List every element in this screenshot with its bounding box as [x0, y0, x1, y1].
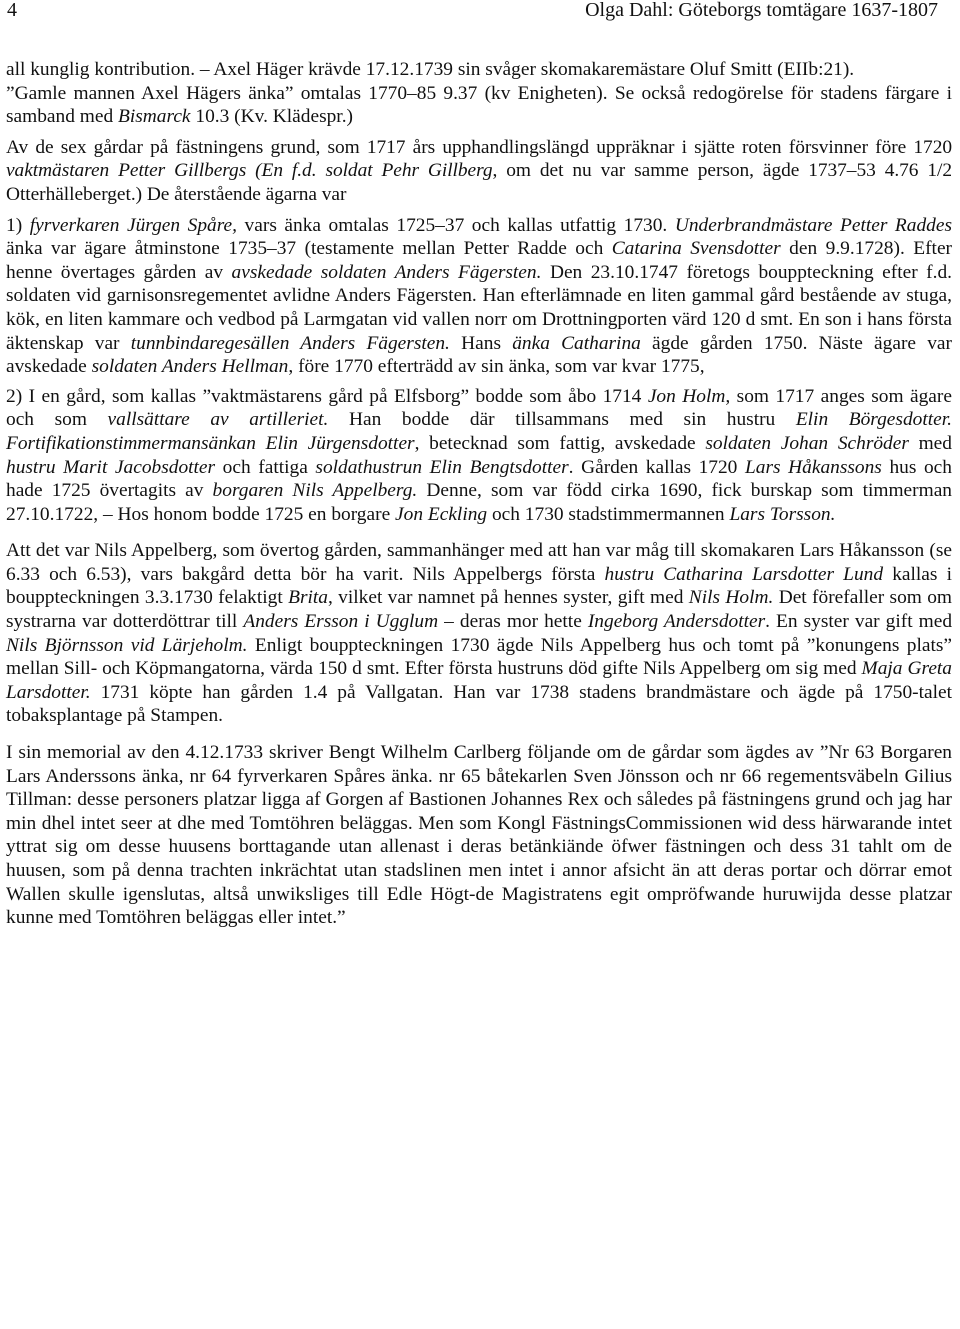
- text-run: , betecknad som fattig, avskedade: [414, 432, 706, 454]
- italic-text-run: Underbrandmästare Petter Raddes: [674, 214, 953, 236]
- italic-text-run: Lars Torsson.: [729, 503, 836, 525]
- text-run: kallas i bouppteckningen 3.3.1730 felaktigt: [6, 563, 952, 609]
- text-run: ”Gamle mannen Axel Hägers änka” omtalas 1770–85 9.37 (kv Enigheten). Se också redogörelse för stadens färgare i samband med: [6, 82, 952, 128]
- italic-text-run: Anders Ersson i Ugglum: [243, 611, 439, 633]
- text-run: all kunglig kontribution. – Axel Häger krävde 17.12.1739 sin svåger skomakaremästare Oluf Smitt (EIIb:21).: [6, 59, 855, 80]
- italic-text-run: Nils Björnsson vid Lärjeholm.: [6, 634, 248, 656]
- italic-text-run: Bismarck: [118, 106, 191, 128]
- italic-text-run: vallsättare av artilleriet.: [107, 409, 329, 431]
- text-run: 2) I en gård, som kallas ”vaktmästarens gård på Elfsborg” bodde som åbo 1714: [6, 385, 648, 407]
- page-header: [6, 0, 952, 25]
- italic-text-run: Jon Holm,: [647, 385, 731, 407]
- italic-text-run: borgaren Nils Appelberg.: [212, 480, 418, 502]
- italic-text-run: Nils Holm.: [688, 587, 774, 609]
- italic-text-run: Elin Börgesdotter.: [795, 409, 952, 431]
- text-run: 1731 köpte han gården 1.4 på Vallgatan. Han var 1738 stadens brandmästare och ägde på 1750-talet tobaksplantage på Stampen.: [6, 681, 952, 727]
- text-run: I sin memorial av den 4.12.1733 skriver Bengt Wilhelm Carlberg följande om de gårdar som ägdes av ”Nr 63 Borgaren Lars Anderssons änka, nr 64 fyrverkaren Spåres änka. nr 65 båtekarlen Sven Jönsson och nr 66 regementsväbeln Gilius Tillman: desse personers platzar ligga af Gorgen af Bastionen Johannes Rex och således på fästningens grund och jag har min dhel intet seer at dhe med Tomtöhren beläggas. Men som Kongl FästningsCommissionen wid dess härwarande intet yttrat sig om desse huusens borttagande utan allenast i deras betänkiände öfwer fästningen och dess 31 tahlt om de huusen, som på denna trachten inkrächtat utan stadslinen men intet i annor afsicht än att deras portar och dörrar emot Wallen skulle igenslutas, altså unwiksliges till Edle Högt-de Magistratens egit ompröfwande huruwijda desse platzar kunne med Tomtöhren beläggas eller intet.”: [6, 742, 952, 929]
- italic-text-run: Jon Eckling: [395, 503, 488, 525]
- italic-text-run: änka Catharina: [512, 332, 641, 354]
- text-run: , vilket var namnet på hennes syster, gift med: [327, 587, 689, 609]
- italic-text-run: Brita: [288, 587, 328, 609]
- italic-text-run: tunnbindaregesällen Anders Fägersten.: [130, 332, 450, 354]
- paragraph: [6, 58, 952, 82]
- text-run: och fattiga: [215, 456, 316, 478]
- paragraph: [6, 136, 952, 207]
- text-run: Han bodde där tillsammans med sin hustru: [328, 409, 796, 431]
- italic-text-run: soldathustrun Elin Bengtsdotter: [315, 456, 569, 478]
- italic-text-run: Lars Håkanssons: [744, 456, 882, 478]
- page-number: 4: [7, 0, 17, 21]
- text-run: Att det var Nils Appelberg, som övertog gården, sammanhänger med att han var måg till skomakaren Lars Håkansson (se 6.33 och 6.53), vars bakgård detta bör ha varit. Nils Appelbergs första: [6, 540, 952, 585]
- text-run: Av de sex gårdar på fästningens grund, som 1717 års upphandlingslängd uppräknar i sjätte roten försvinner före 1720: [6, 136, 952, 158]
- paragraph: [6, 214, 952, 379]
- paragraph: [6, 82, 952, 129]
- text-run: vars änka omtalas 1725–37 och kallas utfattig 1730.: [237, 214, 675, 236]
- italic-text-run: Maja Greta Larsdotter.: [6, 658, 953, 703]
- italic-text-run: soldaten Anders Hellman: [91, 356, 289, 378]
- italic-text-run: soldaten Johan Schröder: [705, 432, 909, 454]
- text-run: och 1730 stadstimmermannen: [487, 503, 730, 525]
- italic-text-run: hustru Marit Jacobsdotter: [6, 456, 216, 478]
- italic-text-run: Fortifikationstimmermansänkan Elin Jürgensdotter: [6, 432, 415, 454]
- italic-text-run: fyrverkaren Jürgen Spåre,: [29, 214, 238, 236]
- italic-text-run: hustru Catharina Larsdotter Lund: [604, 563, 884, 585]
- text-run: – deras mor hette: [438, 611, 588, 633]
- text-run: änka var ägare åtminstone 1735–37 (testamente mellan Petter Radde och: [6, 238, 612, 260]
- text-run: Hans: [449, 332, 513, 354]
- text-run: . Gården kallas 1720: [568, 456, 745, 478]
- running-head: Olga Dahl: Göteborgs tomtägare 1637-1807: [585, 0, 938, 21]
- paragraph: [6, 385, 952, 527]
- text-run: Denne, som var född cirka 1690, fick burskap som timmerman 27.10.1722, – Hos honom bodde 1725 en borgare: [6, 480, 952, 525]
- text-run: hus och hade 1725 övertagits av: [6, 456, 952, 502]
- text-run: den 9.9.1728). Efter henne övertages gården av: [6, 238, 953, 283]
- text-run: Det förefaller som om systrarna var dotterdöttrar till: [6, 587, 952, 633]
- text-run: 10.3 (Kv. Klädespr.): [190, 106, 353, 128]
- text-run: med: [908, 432, 952, 454]
- text-run: ägde gården 1750. Näste ägare var avskedade: [6, 332, 952, 378]
- text-run: , om det nu var samme person, ägde 1737–53 4.76 1/2 Otterhälleberget.) De återstående ägarna var: [6, 160, 952, 205]
- text-run: . En syster var gift med: [765, 611, 953, 633]
- text-run: , före 1770 efterträdd av sin änka, som var kvar 1775,: [288, 356, 705, 378]
- text-run: Enligt bouppteckningen 1730 ägde Nils Appelberg hus och tomt på ”konungens plats” mellan Sill- och Köpmangatorna, värda 150 d smt. Efter första hustruns död gifte Nils Appelberg om sig med: [6, 634, 952, 680]
- text-run: Den 23.10.1747 företogs bouppteckning efter f.d. soldaten vid garnisonsregementet avlidne Anders Fägersten. Han efterlämnade en liten gammal gård bestående av stuga, kök, en liten kammare och vedbod på Larmgatan vid vallen norr om Drottningporten värd 120 d smt. En son i hans första äktenskap var: [6, 261, 952, 354]
- paragraph: [6, 741, 952, 930]
- italic-text-run: Catarina Svensdotter: [611, 238, 781, 260]
- paragraph: [6, 539, 952, 728]
- italic-text-run: vaktmästaren Petter Gillbergs (En f.d. soldat Pehr Gillberg: [6, 160, 493, 182]
- text-run: 1): [6, 214, 30, 236]
- italic-text-run: avskedade soldaten Anders Fägersten.: [231, 261, 542, 283]
- text-run: som 1717 anges som ägare och som: [6, 385, 952, 431]
- italic-text-run: Ingeborg Andersdotter: [587, 611, 766, 633]
